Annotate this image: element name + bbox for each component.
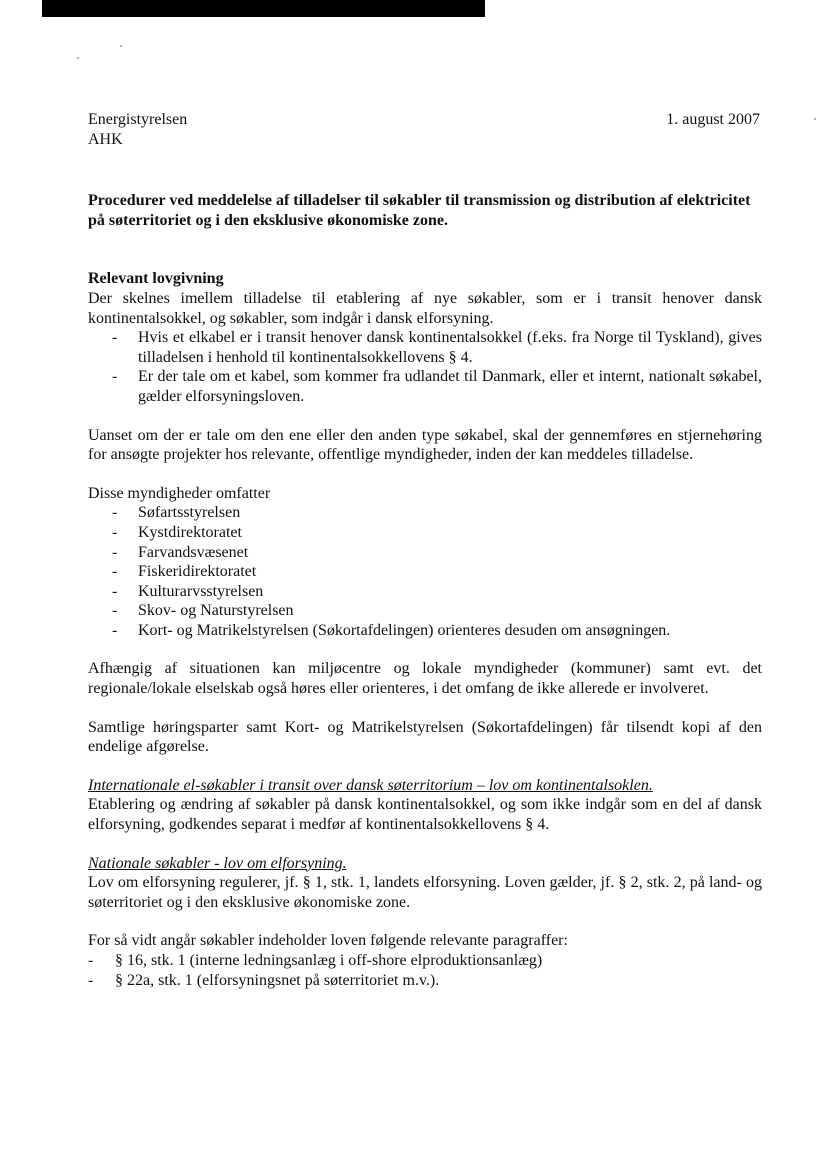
list-item [88,951,762,971]
national-text: Lov om elforsyning regulerer, jf. § 1, stk. 1, landets elforsyning. Loven gælder, jf. § 2, stk. 2, på land- og søterritoriet og i den eksklusive økonomiske zone. [88,874,762,911]
letter-header [88,110,762,149]
list-item-text: Kort- og Matrikelstyrelsen (Søkortafdelingen) orienteres desuden om ansøgningen. [138,621,671,639]
dash-bullet: - [112,582,118,600]
list-item [88,971,762,991]
dash-bullet: - [112,543,118,561]
sender-name: Energistyrelsen [88,111,188,128]
dash-bullet: - [112,621,118,639]
authorities-intro: Disse myndigheder omfatter [88,484,271,502]
list-item-text: Kulturarvsstyrelsen [138,582,264,600]
national-heading: Nationale søkabler - lov om elforsyning. [88,854,347,872]
list-item [88,621,762,641]
list-item-text: Farvandsvæsenet [138,543,249,561]
list-item [88,562,762,582]
list-item [88,367,762,406]
document-page [88,110,762,990]
international-text: Etablering og ændring af søkabler på dansk kontinentalsokkel, og som ikke indgår som en del af dansk elforsyning, godkendes separat i medfør af kontinentalsokkellovens § 4. [88,796,762,834]
document-title: Procedurer ved meddelelse af tilladelser til søkabler til transmission og distribution af elektricitet på søterritoriet og i den eksklusive økonomiske zone. [88,192,751,229]
dash-bullet: - [88,971,94,989]
paragraphs-intro: For så vidt angår søkabler indeholder loven følgende relevante paragraffer: [88,932,568,950]
sender-initials: AHK [88,130,123,148]
dash-bullet: - [112,563,118,581]
hearing-paragraph: Uanset om der er tale om den ene eller den anden type søkabel, skal der gennemføres en stjernehøring for ansøgte projekter hos relevante, offentlige myndigheder, inden der kan meddeles tilladelse. [88,426,762,464]
scan-speck [814,118,816,120]
list-item [88,503,762,523]
scan-speck [120,45,122,47]
letter-date: 1. august 2007 [666,111,760,128]
list-item [88,582,762,602]
list-item [88,543,762,563]
dash-bullet: - [112,523,118,541]
list-item-text: Er der tale om et kabel, som kommer fra udlandet til Danmark, eller et internt, nationalt søkabel, gælder elforsyningsloven. [138,368,762,405]
list-item-text: § 16, stk. 1 (interne ledningsanlæg i off-shore elproduktionsanlæg) [115,952,543,969]
list-item-text: § 22a, stk. 1 (elforsyningsnet på søterritoriet m.v.). [115,971,440,989]
sender-block [88,110,187,149]
list-item [88,601,762,621]
authorities-list [88,503,762,621]
list-item-text: Skov- og Naturstyrelsen [138,602,294,620]
dash-bullet: - [112,602,118,620]
list-item-text: Kystdirektoratet [138,523,242,541]
orientation-list [88,621,762,641]
depending-paragraph: Afhængig af situationen kan miljøcentre og lokale myndigheder (kommuner) samt evt. det regionale/lokale elselskab også høres eller orienteres, i det omfang de ikke allerede er involveret. [88,660,762,698]
dash-bullet: - [112,368,118,386]
scan-speck [77,57,79,59]
paragraphs-list [88,951,762,990]
list-item [88,328,762,367]
legislation-list [88,328,762,406]
list-item-text: Hvis et elkabel er i transit henover dansk kontinentalsokkel (f.eks. fra Norge til Tyskland), gives tilladelsen i henhold til kontinentalsokkellovens § 4. [138,329,762,366]
dash-bullet: - [112,504,118,522]
dash-bullet: - [88,952,94,969]
dash-bullet: - [112,329,118,347]
relevant-intro: Der skelnes imellem tilladelse til etablering af nye søkabler, som er i transit henover dansk kontinentalsokkel, og søkabler, som indgår i dansk elforsyning. [88,289,762,327]
list-item [88,523,762,543]
relevant-heading: Relevant lovgivning [88,270,224,288]
copy-paragraph: Samtlige høringsparter samt Kort- og Matrikelstyrelsen (Søkortafdelingen) får tilsendt kopi af den endelige afgørelse. [88,718,762,756]
list-item-text: Fiskeridirektoratet [138,563,257,581]
list-item-text: Søfartsstyrelsen [138,504,241,522]
international-heading: Internationale el-søkabler i transit over dansk søterritorium – lov om kontinentalsoklen. [88,776,653,794]
redaction-bar [42,0,485,17]
